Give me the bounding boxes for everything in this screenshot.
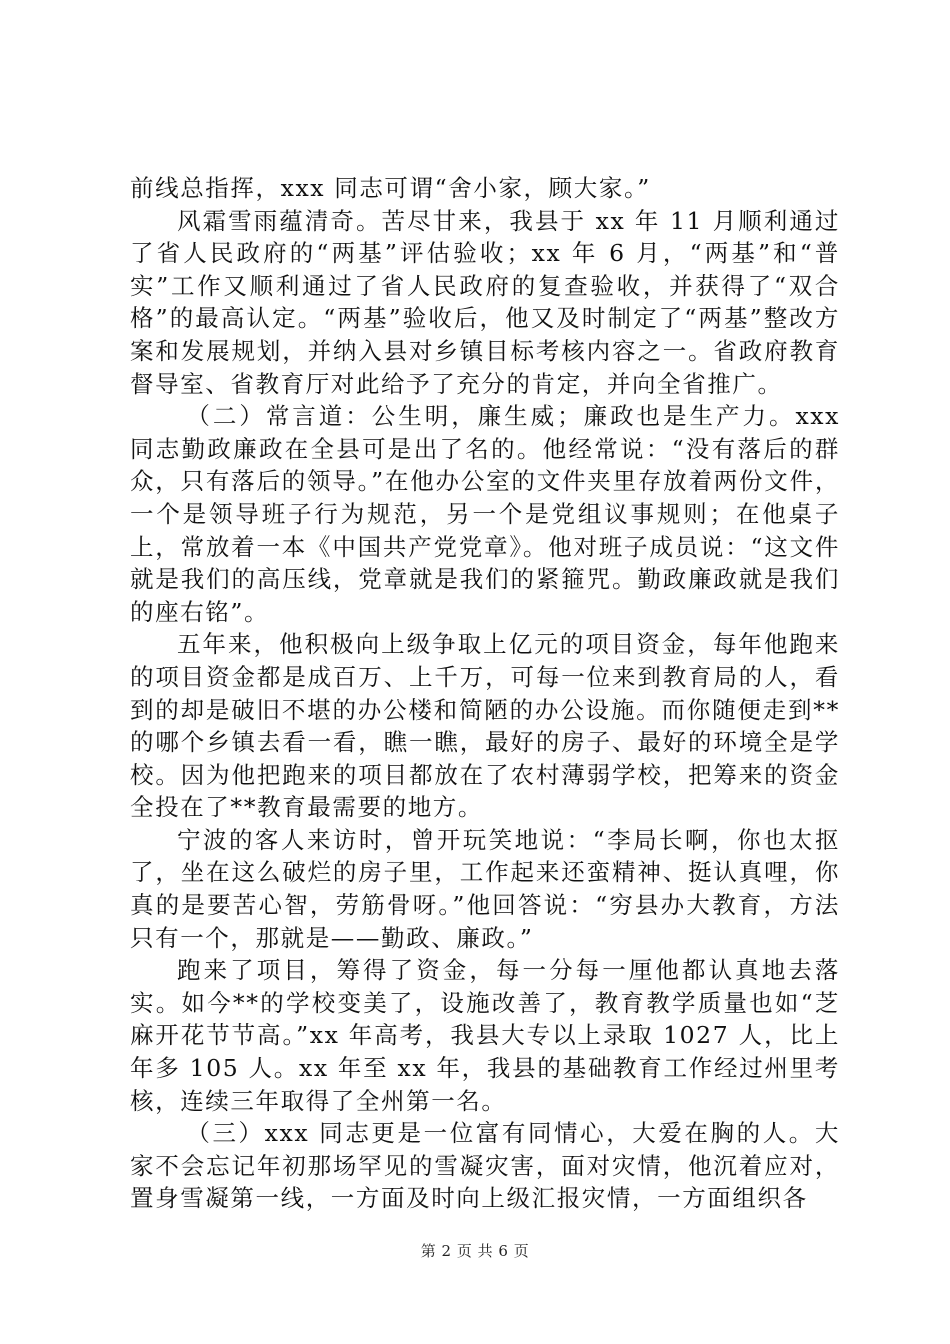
- paragraph-section-two: （二）常言道：公生明，廉生威；廉政也是生产力。xxx 同志勤政廉政在全县可是出了名的。他经常说：“没有落后的群众，只有落后的领导。”在他办公室的文件夹里存放着两份文件，一个是领导班子行为规范，另一个是党组议事规则；在他桌子上，常放着一本《中国共产党党章》。他对班子成员说：“这文件就是我们的高压线，党章就是我们的紧箍咒。勤政廉政就是我们的座右铭”。: [130, 402, 840, 626]
- document-body: [130, 172, 840, 1215]
- paragraph-continuation: 前线总指挥，xxx 同志可谓“舍小家，顾大家。”: [130, 174, 651, 202]
- paragraph-projects-funds: 跑来了项目，筹得了资金，每一分每一厘他都认真地去落实。如今**的学校变美了，设施改善了，教育教学质量也如“芝麻开花节节高。”xx 年高考，我县大专以上录取 1027 人，比上年多 105 人。xx 年至 xx 年，我县的基础教育工作经过州里考核，连续三年取得了全州第一名。: [130, 956, 840, 1115]
- paragraph-section-three: （三）xxx 同志更是一位富有同情心，大爱在胸的人。大家不会忘记年初那场罕见的雪凝灾害，面对灾情，他沉着应对，置身雪凝第一线，一方面及时向上级汇报灾情，一方面组织各: [130, 1119, 840, 1213]
- page-number-footer: 第 2 页 共 6 页: [420, 1242, 530, 1260]
- paragraph-five-years: 五年来，他积极向上级争取上亿元的项目资金，每年他跑来的项目资金都是成百万、上千万，可每一位来到教育局的人，看到的却是破旧不堪的办公楼和简陋的办公设施。而你随便走到**的哪个乡镇去看一看，瞧一瞧，最好的房子、最好的环境全是学校。因为他把跑来的项目都放在了农村薄弱学校，把筹来的资金全投在了**教育最需要的地方。: [130, 630, 840, 822]
- paragraph-ningbo-guests: 宁波的客人来访时，曾开玩笑地说：“李局长啊，你也太抠了，坐在这么破烂的房子里，工作起来还蛮精神、挺认真哩，你真的是要苦心智，劳筋骨呀。”他回答说：“穷县办大教育，方法只有一个，那就是——勤政、廉政。”: [130, 825, 840, 952]
- paragraph-two-basics: 风霜雪雨蕴清奇。苦尽甘来，我县于 xx 年 11 月顺利通过了省人民政府的“两基”评估验收；xx 年 6 月，“两基”和“普实”工作又顺利通过了省人民政府的复查验收，并获得了“双合格”的最高认定。“两基”验收后，他又及时制定了“两基”整改方案和发展规划，并纳入县对乡镇目标考核内容之一。省政府教育督导室、省教育厅对此给予了充分的肯定，并向全省推广。: [130, 206, 840, 398]
